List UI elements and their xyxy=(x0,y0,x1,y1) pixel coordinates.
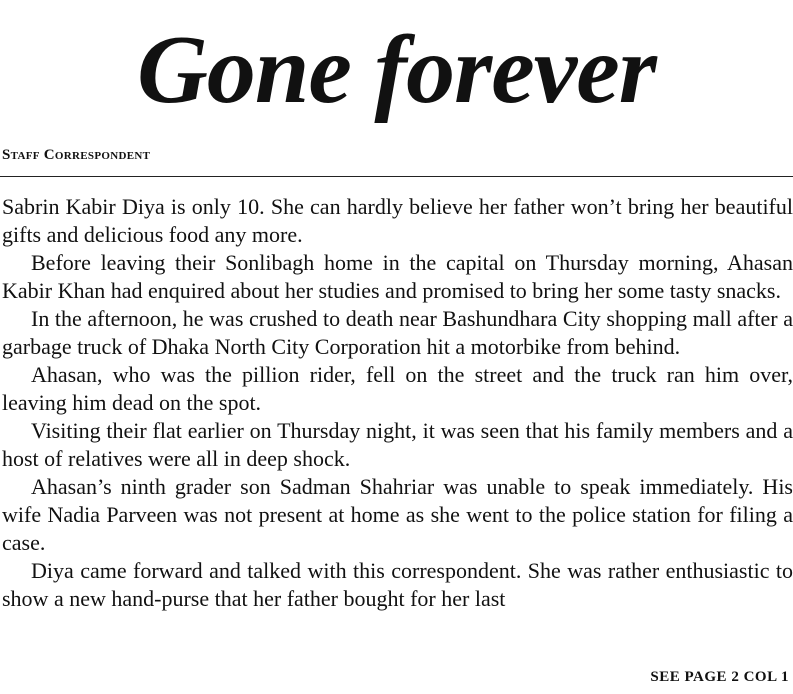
article-paragraph: Diya came forward and talked with this correspondent. She was rather enthusiastic to show a new hand-purse that her father bought for her last xyxy=(2,558,793,611)
article-paragraph: Visiting their flat earlier on Thursday night, it was seen that his family members and a host of relatives were all in deep shock. xyxy=(2,418,793,471)
article-paragraph: Ahasan, who was the pillion rider, fell on the street and the truck ran him over, leaving him dead on the spot. xyxy=(2,362,793,415)
byline: Staff Correspondent xyxy=(2,147,151,163)
article-paragraph: Before leaving their Sonlibagh home in the capital on Thursday morning, Ahasan Kabir Khan had enquired about her studies and promised to bring her some tasty snacks. xyxy=(2,250,793,303)
article-paragraph: Ahasan’s ninth grader son Sadman Shahriar was unable to speak immediately. His wife Nadia Parveen was not present at home as she went to the police station for filing a case. xyxy=(2,474,793,555)
headline: Gone forever xyxy=(137,16,656,124)
article-body xyxy=(2,193,793,613)
continuation-note: SEE PAGE 2 COL 1 xyxy=(650,669,789,685)
byline-rule xyxy=(0,176,793,177)
article-paragraph: Sabrin Kabir Diya is only 10. She can hardly believe her father won’t bring her beautiful gifts and delicious food any more. xyxy=(2,194,793,247)
article-paragraph: In the afternoon, he was crushed to death near Bashundhara City shopping mall after a garbage truck of Dhaka North City Corporation hit a motorbike from behind. xyxy=(2,306,793,359)
